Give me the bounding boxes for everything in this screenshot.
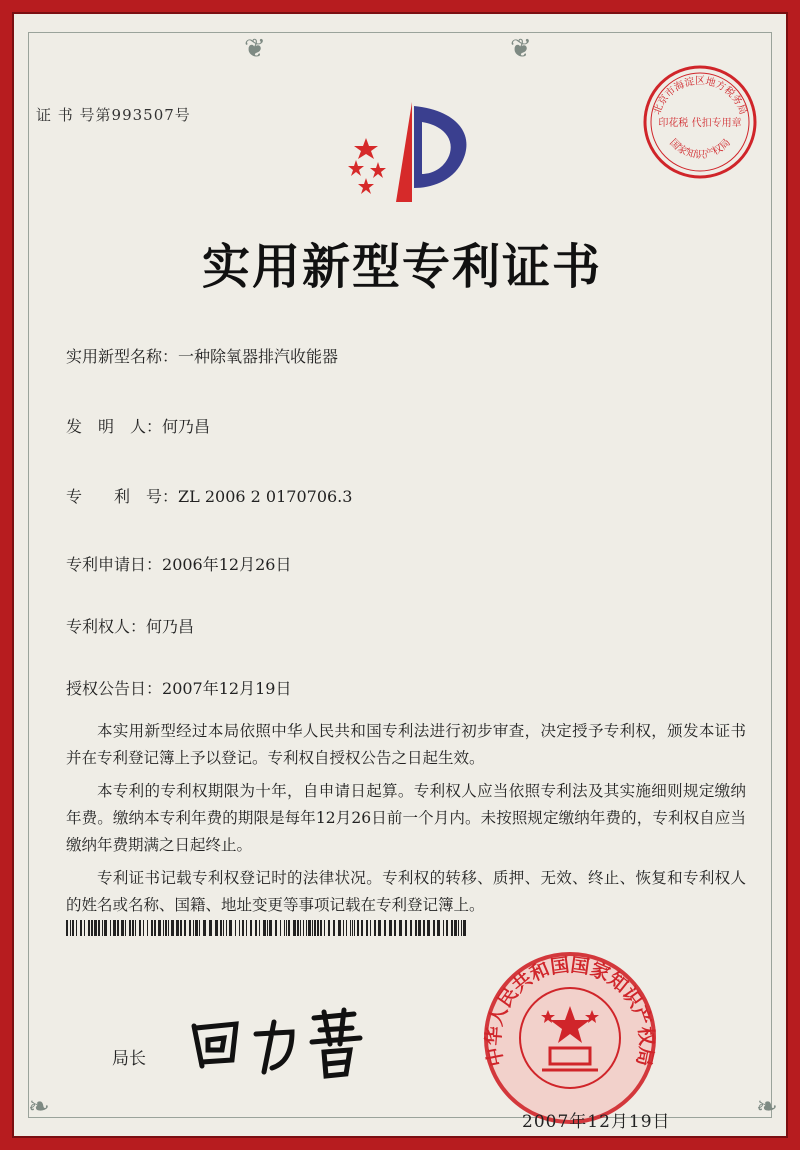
barcode-bar	[76, 920, 77, 936]
field-announcement-date-label: 授权公告日：	[66, 679, 163, 698]
barcode-bar	[70, 920, 71, 936]
stamp-small-bottom-text: 国家知识产权局	[667, 137, 733, 161]
barcode-bar	[168, 920, 169, 936]
barcode-bar	[328, 920, 330, 936]
barcode-bar	[288, 920, 290, 936]
barcode-bar	[104, 920, 107, 936]
barcode-bar	[275, 920, 277, 936]
field-name-label: 实用新型名称：	[66, 347, 179, 366]
national-ip-seal	[482, 950, 658, 1130]
barcode-bar	[446, 920, 448, 936]
ornament-bottom-left: ❧	[28, 1092, 50, 1122]
barcode-bar	[451, 920, 453, 936]
barcode-bar	[154, 920, 156, 936]
barcode-bar	[91, 920, 93, 936]
director-label: 局长	[112, 1049, 146, 1069]
barcode-bar	[158, 920, 161, 936]
barcode-bar	[263, 920, 266, 936]
page-title: 实用新型专利证书	[201, 239, 602, 295]
barcode-bar	[454, 920, 457, 936]
barcode	[66, 920, 470, 936]
certificate-paper	[12, 12, 788, 1138]
barcode-bar	[286, 920, 287, 936]
barcode-bar	[333, 920, 335, 936]
barcode-bar	[193, 920, 194, 936]
barcode-bar	[280, 920, 281, 936]
ornament-top-left: ❦	[244, 34, 266, 64]
barcode-bar	[300, 920, 301, 936]
body-paragraph: 专利证书记载专利权登记时的法律状况。专利权的转移、质押、无效、终止、恢复和专利权人的姓名或名称、国籍、地址变更等事项记载在专利登记簿上。	[66, 869, 746, 914]
barcode-bar	[110, 920, 111, 936]
barcode-bar	[308, 920, 311, 936]
barcode-bar	[320, 920, 322, 936]
barcode-bar	[374, 920, 376, 936]
barcode-bar	[357, 920, 359, 936]
barcode-bar	[84, 920, 85, 936]
barcode-bar	[72, 920, 74, 936]
barcode-bar	[129, 920, 131, 936]
field-name-value: 一种除氧器排汽收能器	[178, 347, 339, 366]
barcode-bar	[461, 920, 462, 936]
barcode-bar	[443, 920, 444, 936]
barcode-bar	[147, 920, 148, 936]
barcode-bar	[293, 920, 296, 936]
barcode-bar	[350, 920, 351, 936]
barcode-bar	[163, 920, 164, 936]
field-application-date-value: 2006年12月26日	[162, 555, 292, 574]
barcode-bar	[189, 920, 191, 936]
barcode-bar	[437, 920, 440, 936]
seal-arc-text: 中华人民共和国国家知识产权局	[482, 954, 658, 1069]
barcode-bar	[180, 920, 182, 936]
barcode-bar	[195, 920, 198, 936]
certificate-number: 证 书 号第993507号	[36, 106, 191, 124]
director-signature	[184, 1004, 384, 1088]
barcode-bar	[125, 920, 126, 936]
barcode-bar	[267, 920, 268, 936]
ornament-top-right: ❦	[510, 34, 532, 64]
field-application-date	[66, 552, 291, 575]
barcode-bar	[135, 920, 136, 936]
barcode-bar	[410, 920, 412, 936]
barcode-bar	[132, 920, 134, 936]
barcode-bar	[223, 920, 224, 936]
field-inventor-value: 何乃昌	[162, 417, 211, 436]
barcode-bar	[361, 920, 363, 936]
field-announcement-date	[66, 676, 291, 699]
barcode-bar	[354, 920, 355, 936]
barcode-bar	[102, 920, 103, 936]
barcode-bar	[88, 920, 90, 936]
barcode-bar	[235, 920, 236, 936]
barcode-bar	[176, 920, 179, 936]
field-patent-number-value: ZL 2006 2 0170706.3	[178, 487, 353, 506]
barcode-bar	[229, 920, 232, 936]
field-patentee-label: 专利权人：	[66, 617, 147, 636]
issue-date: 2007年12月19日	[522, 1112, 671, 1132]
barcode-bar	[384, 920, 386, 936]
barcode-bar	[171, 920, 174, 936]
barcode-bar	[165, 920, 167, 936]
patent-office-logo-icon	[326, 92, 486, 216]
barcode-bar	[324, 920, 325, 936]
barcode-bar	[317, 920, 319, 936]
barcode-bar	[389, 920, 392, 936]
field-patent-number	[66, 484, 352, 507]
barcode-bar	[209, 920, 212, 936]
barcode-bar	[366, 920, 368, 936]
barcode-bar	[314, 920, 316, 936]
field-patent-number-label: 专 利 号：	[66, 487, 179, 506]
barcode-bar	[220, 920, 222, 936]
barcode-bar	[226, 920, 227, 936]
barcode-bar	[255, 920, 257, 936]
barcode-bar	[98, 920, 100, 936]
barcode-bar	[139, 920, 141, 936]
field-name	[66, 344, 338, 367]
barcode-bar	[303, 920, 304, 936]
field-patentee	[66, 614, 194, 637]
barcode-bar	[427, 920, 430, 936]
field-announcement-date-value: 2007年12月19日	[162, 679, 292, 698]
barcode-bar	[215, 920, 218, 936]
barcode-bar	[184, 920, 186, 936]
barcode-bar	[312, 920, 313, 936]
barcode-bar	[259, 920, 260, 936]
barcode-bar	[151, 920, 153, 936]
barcode-bar	[433, 920, 435, 936]
barcode-bar	[405, 920, 407, 936]
field-application-date-label: 专利申请日：	[66, 555, 163, 574]
stamp-small-arc-text: 北京市海淀区地方税务局	[651, 76, 749, 117]
barcode-bar	[113, 920, 116, 936]
barcode-bar	[399, 920, 402, 936]
barcode-bar	[269, 920, 272, 936]
field-inventor-label: 发 明 人：	[66, 417, 163, 436]
barcode-bar	[203, 920, 206, 936]
barcode-bar	[463, 920, 466, 936]
barcode-bar	[239, 920, 240, 936]
barcode-bar	[297, 920, 299, 936]
svg-text:国家知识产权局	[667, 137, 732, 161]
barcode-bar	[246, 920, 247, 936]
barcode-bar	[458, 920, 459, 936]
barcode-bar	[250, 920, 252, 936]
barcode-bar	[199, 920, 200, 936]
ornament-bottom-right: ❧	[756, 1092, 778, 1122]
barcode-bar	[394, 920, 396, 936]
barcode-bar	[415, 920, 417, 936]
field-patentee-value: 何乃昌	[146, 617, 195, 636]
stamp-small-center-text: 印花税 代扣专用章	[658, 118, 742, 129]
barcode-bar	[346, 920, 347, 936]
barcode-bar	[378, 920, 381, 936]
barcode-bar	[352, 920, 353, 936]
barcode-bar	[418, 920, 421, 936]
barcode-bar	[338, 920, 341, 936]
body-paragraph: 本实用新型经过本局依照中华人民共和国专利法进行初步审查，决定授予专利权，颁发本证书并在专利登记簿上予以登记。专利权自授权公告之日起生效。	[66, 722, 746, 767]
field-inventor	[66, 414, 210, 437]
body-paragraph: 本专利的专利权期限为十年，自申请日起算。专利权人应当依照专利法及其实施细则规定缴纳年费。缴纳本专利年费的期限是每年12月26日前一个月内。未按照规定缴纳年费的，专利权自应当缴纳年费期满之日起终止。	[66, 782, 746, 854]
barcode-bar	[242, 920, 244, 936]
certificate-body	[66, 718, 746, 925]
barcode-bar	[423, 920, 425, 936]
barcode-bar	[94, 920, 97, 936]
barcode-bar	[370, 920, 371, 936]
barcode-bar	[143, 920, 144, 936]
barcode-bar	[343, 920, 344, 936]
tax-stamp	[640, 62, 760, 186]
barcode-bar	[80, 920, 82, 936]
barcode-bar	[284, 920, 285, 936]
barcode-bar	[306, 920, 307, 936]
barcode-bar	[66, 920, 68, 936]
barcode-bar	[121, 920, 124, 936]
barcode-bar	[117, 920, 119, 936]
